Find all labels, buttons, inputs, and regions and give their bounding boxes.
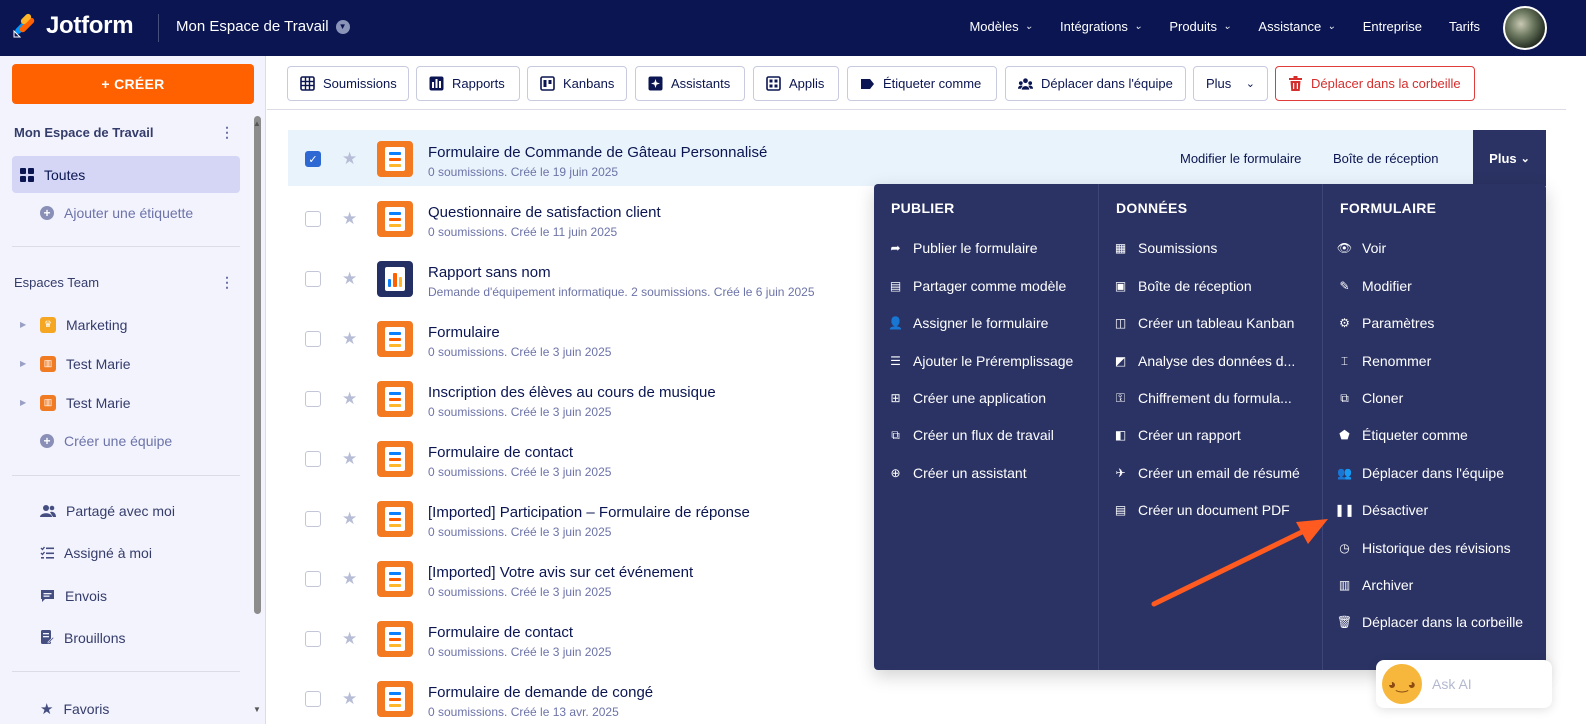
button-label: Déplacer dans l'équipe <box>1041 76 1173 91</box>
send-icon: ✈ <box>1115 466 1126 480</box>
copy-icon: ⧉ <box>1340 390 1349 405</box>
menu-item-settings[interactable] <box>1337 312 1434 334</box>
workspace-title: Mon Espace de Travail <box>176 18 329 35</box>
team-icon: ▥ <box>40 356 56 372</box>
menu-item-create-app[interactable] <box>888 387 1046 409</box>
apps-button[interactable] <box>753 66 839 101</box>
menu-item-submissions[interactable] <box>1113 237 1217 259</box>
prefill-icon: ☰ <box>890 354 901 368</box>
menu-item-label: Étiqueter comme <box>1362 427 1468 443</box>
chevron-down-icon: ⌄ <box>1520 152 1530 165</box>
menu-item-label: Modifier <box>1362 278 1412 294</box>
kebab-menu-icon[interactable]: ⋮ <box>220 274 234 290</box>
ask-ai-widget[interactable] <box>1376 660 1552 708</box>
chevron-down-icon: ▼ <box>336 20 350 34</box>
menu-item-share-template[interactable] <box>888 275 1066 297</box>
menu-item-label: Déplacer dans l'équipe <box>1362 465 1504 481</box>
button-label: Plus <box>1206 76 1232 91</box>
table-icon: ▦ <box>1114 241 1127 255</box>
button-label: Étiqueter comme <box>883 76 982 91</box>
menu-item-create-workflow[interactable] <box>888 424 1054 446</box>
pause-icon: ❚❚ <box>1334 503 1355 517</box>
form-row[interactable] <box>288 130 1546 186</box>
menu-item-clone[interactable] <box>1337 387 1403 409</box>
add-label-text: Ajouter une étiquette <box>64 204 194 221</box>
caret-right-icon: ▶ <box>20 398 27 407</box>
menu-item-label: Créer un assistant <box>913 465 1027 481</box>
report-icon: ◧ <box>1114 428 1127 442</box>
sidebar <box>0 56 266 724</box>
form-meta: 0 soumissions. Créé le 3 juin 2025 <box>428 645 612 659</box>
top-navbar <box>0 0 1586 56</box>
menu-item-label-as[interactable] <box>1337 424 1468 446</box>
star-icon[interactable]: ★ <box>342 389 358 408</box>
team-move-icon: 👥 <box>1337 466 1352 480</box>
row-checkbox[interactable] <box>305 511 321 527</box>
form-icon <box>377 141 413 177</box>
form-title[interactable]: [Imported] Participation – Formulaire de réponse <box>428 504 750 521</box>
workspace-switcher[interactable] <box>176 18 350 35</box>
kanban-icon: ◫ <box>1114 316 1127 330</box>
menu-item-label: Désactiver <box>1362 502 1429 518</box>
row-checkbox[interactable] <box>305 451 321 467</box>
row-checkbox[interactable] <box>305 631 321 647</box>
menu-item-label: Boîte de réception <box>1138 278 1252 294</box>
button-label: Plus <box>1489 150 1517 166</box>
row-checkbox[interactable] <box>305 691 321 707</box>
sidebar-item-label: Assigné à moi <box>64 544 152 561</box>
menu-item-publish-form[interactable] <box>888 237 1038 259</box>
sidebar-item-drafts[interactable] <box>12 619 240 656</box>
row-checkbox[interactable] <box>305 391 321 407</box>
form-title[interactable]: Rapport sans nom <box>428 264 551 281</box>
plus-circle-icon: ⊕ <box>890 466 901 480</box>
assistants-button[interactable] <box>635 66 745 101</box>
message-icon <box>40 589 55 603</box>
form-meta: 0 soumissions. Créé le 3 juin 2025 <box>428 465 612 479</box>
nav-divider <box>158 14 159 42</box>
team-icon: ♛ <box>40 317 56 333</box>
form-row[interactable] <box>288 670 1546 724</box>
menu-item-label: Créer un document PDF <box>1138 502 1290 518</box>
table-icon <box>300 76 315 91</box>
chevron-down-icon: ⌄ <box>1133 21 1143 32</box>
team-label: Marketing <box>66 316 128 333</box>
menu-item-view[interactable] <box>1337 237 1386 259</box>
share-arrow-icon: ➦ <box>890 241 901 255</box>
star-icon[interactable]: ★ <box>342 269 358 288</box>
nav-label: Intégrations <box>1060 19 1128 34</box>
form-meta: 0 soumissions. Créé le 3 juin 2025 <box>428 405 612 419</box>
chevron-down-icon: ⌄ <box>1327 21 1336 32</box>
menu-item-label: Créer une application <box>913 390 1047 406</box>
sidebar-scrollbar[interactable] <box>254 116 261 614</box>
star-icon[interactable]: ★ <box>342 449 358 468</box>
star-icon[interactable]: ★ <box>342 569 358 588</box>
form-icon <box>377 201 413 237</box>
form-icon <box>377 441 413 477</box>
menu-item-data-analysis[interactable] <box>1113 350 1295 372</box>
kanban-icon <box>540 76 555 91</box>
row-checkbox[interactable]: ✓ <box>305 151 321 167</box>
tag-icon <box>860 76 875 91</box>
main-nav <box>969 19 1480 34</box>
star-icon[interactable]: ★ <box>342 329 358 348</box>
create-button[interactable]: + CRÉER <box>12 64 254 104</box>
menu-item-rename[interactable] <box>1337 350 1431 372</box>
move-to-trash-button[interactable] <box>1275 66 1475 101</box>
sidebar-item-all[interactable] <box>12 156 240 193</box>
logo-text: Jotform <box>46 12 134 39</box>
row-checkbox[interactable] <box>305 331 321 347</box>
form-title[interactable]: [Imported] Votre avis sur cet événement <box>428 564 694 581</box>
menu-item-move-team[interactable] <box>1337 462 1504 484</box>
sidebar-item-label: Envois <box>65 587 108 604</box>
nav-templates[interactable] <box>969 19 1033 34</box>
star-icon[interactable]: ★ <box>342 149 358 168</box>
menu-item-label: Archiver <box>1362 577 1414 593</box>
plus-circle-icon: + <box>40 434 54 448</box>
menu-item-label: Renommer <box>1362 353 1432 369</box>
menu-item-archive[interactable] <box>1337 574 1413 596</box>
workflow-icon: ⧉ <box>891 427 900 442</box>
submissions-button[interactable] <box>287 66 409 101</box>
chevron-down-icon: ⌄ <box>1024 21 1033 32</box>
form-icon <box>377 561 413 597</box>
form-title[interactable]: Formulaire <box>428 324 500 341</box>
sidebar-team-test-marie-2[interactable] <box>12 384 240 421</box>
button-label: Kanbans <box>563 76 615 91</box>
nav-label: Assistance <box>1258 19 1322 34</box>
analysis-icon: ◩ <box>1114 354 1127 368</box>
menu-item-create-report[interactable] <box>1113 424 1241 446</box>
star-icon[interactable]: ★ <box>342 509 358 528</box>
sidebar-item-label: Favoris <box>63 700 110 717</box>
label-as-button[interactable] <box>847 66 997 101</box>
menu-item-label: Partager comme modèle <box>913 278 1067 294</box>
app-icon: ⊞ <box>890 391 901 405</box>
menu-item-label: Assigner le formulaire <box>913 315 1049 331</box>
jotform-logo[interactable] <box>12 12 133 40</box>
divider <box>12 671 240 672</box>
menu-item-label: Créer un flux de travail <box>913 427 1054 443</box>
team-icon: ▥ <box>40 395 56 411</box>
form-title[interactable]: Formulaire de contact <box>428 624 574 641</box>
menu-item-label: Soumissions <box>1138 240 1218 256</box>
form-title[interactable]: Formulaire de Commande de Gâteau Personnalisé <box>428 144 768 161</box>
star-icon: ★ <box>40 700 54 718</box>
menu-item-edit[interactable] <box>1337 275 1412 297</box>
divider <box>12 246 240 247</box>
form-title[interactable]: Formulaire de contact <box>428 444 574 461</box>
assistant-icon <box>648 76 663 91</box>
chevron-down-icon: ⌄ <box>1245 78 1255 90</box>
rename-icon: ⌶ <box>1340 353 1349 368</box>
tag-icon: ⬟ <box>1339 428 1350 442</box>
edit-icon: ✎ <box>1339 279 1350 293</box>
form-title[interactable]: Formulaire de demande de congé <box>428 684 654 701</box>
sidebar-team-marketing[interactable] <box>12 306 240 343</box>
template-icon: ▤ <box>889 279 902 293</box>
nav-label: Modèles <box>969 19 1019 34</box>
sidebar-team-test-marie[interactable] <box>12 345 240 382</box>
inbox-icon: ▣ <box>1114 279 1127 293</box>
menu-item-kanban[interactable] <box>1113 312 1294 334</box>
edit-form-button[interactable]: Modifier le formulaire <box>1180 151 1302 166</box>
menu-item-label: Publier le formulaire <box>913 240 1038 256</box>
menu-item-inbox[interactable] <box>1113 275 1252 297</box>
workspace-section-title: Mon Espace de Travail <box>14 125 154 140</box>
team-label: Test Marie <box>66 355 131 372</box>
trash-icon: 🗑 <box>1336 615 1353 629</box>
history-icon: ◷ <box>1339 541 1350 555</box>
menu-item-label: Créer un tableau Kanban <box>1138 315 1295 331</box>
form-meta: 0 soumissions. Créé le 3 juin 2025 <box>428 525 612 539</box>
teams-section-title: Espaces Team <box>14 275 100 290</box>
star-icon[interactable]: ★ <box>342 209 358 228</box>
draft-icon <box>40 630 54 645</box>
nav-pricing[interactable]: Tarifs <box>1448 19 1480 34</box>
nav-integrations[interactable] <box>1060 19 1142 34</box>
menu-item-revision-history[interactable] <box>1337 537 1511 559</box>
users-icon <box>40 504 56 518</box>
sidebar-item-favorites[interactable] <box>12 690 240 724</box>
scroll-up-icon[interactable]: ▲ <box>253 119 261 128</box>
menu-item-label: Historique des révisions <box>1362 540 1511 556</box>
sidebar-item-label: Brouillons <box>64 629 126 646</box>
checklist-icon <box>40 546 54 560</box>
nav-products[interactable] <box>1169 19 1231 34</box>
form-meta: 0 soumissions. Créé le 11 juin 2025 <box>428 225 618 239</box>
user-plus-icon: 👤 <box>888 316 903 330</box>
menu-item-create-assistant[interactable] <box>888 462 1027 484</box>
form-meta: 0 soumissions. Créé le 19 juin 2025 <box>428 165 619 179</box>
menu-item-label: Déplacer dans la corbeille <box>1362 614 1524 630</box>
menu-item-label: Paramètres <box>1362 315 1435 331</box>
ai-avatar-icon: ◕‿◕ <box>1382 664 1422 704</box>
sidebar-item-label: Partagé avec moi <box>66 502 175 519</box>
row-checkbox[interactable] <box>305 571 321 587</box>
form-meta: Demande d'équipement informatique. 2 soumissions. Créé le 6 juin 2025 <box>428 285 815 299</box>
form-icon <box>377 501 413 537</box>
star-icon[interactable]: ★ <box>342 629 358 648</box>
form-title[interactable]: Questionnaire de satisfaction client <box>428 204 661 221</box>
team-move-icon <box>1018 76 1033 91</box>
menu-item-label: Créer un rapport <box>1138 427 1241 443</box>
caret-right-icon: ▶ <box>20 320 27 329</box>
team-label: Test Marie <box>66 394 131 411</box>
button-label: Assistants <box>671 76 731 91</box>
star-icon[interactable]: ★ <box>342 689 358 708</box>
menu-item-prefill[interactable] <box>888 350 1073 372</box>
form-icon <box>377 321 413 357</box>
report-icon <box>429 76 444 91</box>
divider <box>12 475 240 476</box>
menu-column-publish <box>874 184 1098 670</box>
caret-right-icon: ▶ <box>20 359 27 368</box>
menu-section-title: FORMULAIRE <box>1340 200 1437 216</box>
trash-icon <box>1288 76 1303 91</box>
key-icon: ⚿ <box>1115 390 1126 405</box>
menu-column-data <box>1098 184 1322 670</box>
inbox-button[interactable]: Boîte de réception <box>1333 151 1439 166</box>
nav-enterprise[interactable]: Entreprise <box>1362 19 1422 34</box>
menu-item-trash[interactable] <box>1337 611 1523 633</box>
eye-icon: 👁 <box>1336 241 1353 255</box>
menu-column-form <box>1322 184 1546 670</box>
more-actions-button[interactable] <box>1193 66 1268 101</box>
sidebar-item-shared[interactable] <box>12 492 240 529</box>
menu-item-disable[interactable] <box>1334 499 1429 521</box>
kanbans-button[interactable] <box>527 66 627 101</box>
jotform-logo-icon <box>12 13 38 39</box>
sidebar-item-sent[interactable] <box>12 577 240 614</box>
grid-icon <box>20 168 34 182</box>
form-meta: 0 soumissions. Créé le 3 juin 2025 <box>428 585 612 599</box>
form-actions-menu <box>874 184 1546 670</box>
form-icon <box>377 621 413 657</box>
kebab-menu-icon[interactable]: ⋮ <box>220 124 234 140</box>
reports-button[interactable] <box>416 66 520 101</box>
button-label: Soumissions <box>323 76 397 91</box>
menu-item-label: Chiffrement du formula... <box>1138 390 1292 406</box>
form-meta: 0 soumissions. Créé le 13 avr. 2025 <box>428 705 619 719</box>
user-avatar[interactable] <box>1503 6 1547 50</box>
chevron-down-icon: ⌄ <box>1223 21 1232 32</box>
menu-item-label: Cloner <box>1362 390 1404 406</box>
nav-label: Produits <box>1169 19 1218 34</box>
sidebar-item-label: Toutes <box>44 166 86 183</box>
menu-item-encryption[interactable] <box>1113 387 1292 409</box>
button-label: Applis <box>789 76 825 91</box>
scroll-down-icon[interactable]: ▼ <box>253 705 261 714</box>
gear-icon: ⚙ <box>1339 316 1350 330</box>
menu-item-label: Ajouter le Préremplissage <box>913 353 1074 369</box>
bulk-actions-toolbar <box>267 56 1566 110</box>
move-to-team-button[interactable] <box>1005 66 1186 101</box>
form-title[interactable]: Inscription des élèves au cours de musique <box>428 384 716 401</box>
pdf-document-icon: ▤ <box>1114 503 1127 517</box>
menu-item-create-pdf[interactable] <box>1113 499 1290 521</box>
row-checkbox[interactable] <box>305 271 321 287</box>
create-team-button[interactable] <box>12 422 240 459</box>
menu-item-assign-form[interactable] <box>888 312 1048 334</box>
report-icon <box>377 261 413 297</box>
menu-section-title: PUBLIER <box>891 200 955 216</box>
add-label-button[interactable] <box>12 194 240 231</box>
button-label: Déplacer dans la corbeille <box>1311 76 1461 91</box>
row-more-button[interactable] <box>1473 130 1546 186</box>
form-icon <box>377 381 413 417</box>
form-icon <box>377 681 413 717</box>
sidebar-item-assigned[interactable] <box>12 534 240 571</box>
button-label: Rapports <box>452 76 505 91</box>
menu-item-summary-email[interactable] <box>1113 462 1300 484</box>
create-team-text: Créer une équipe <box>64 432 173 449</box>
plus-circle-icon: + <box>40 206 54 220</box>
row-checkbox[interactable] <box>305 211 321 227</box>
apps-icon <box>766 76 781 91</box>
menu-item-label: Analyse des données d... <box>1138 353 1296 369</box>
archive-icon: ▥ <box>1338 578 1351 592</box>
form-meta: 0 soumissions. Créé le 3 juin 2025 <box>428 345 612 359</box>
menu-item-label: Voir <box>1362 240 1387 256</box>
nav-support[interactable] <box>1258 19 1335 34</box>
menu-section-title: DONNÉES <box>1116 200 1188 216</box>
ask-ai-label: Ask AI <box>1432 676 1472 692</box>
menu-item-label: Créer un email de résumé <box>1138 465 1300 481</box>
